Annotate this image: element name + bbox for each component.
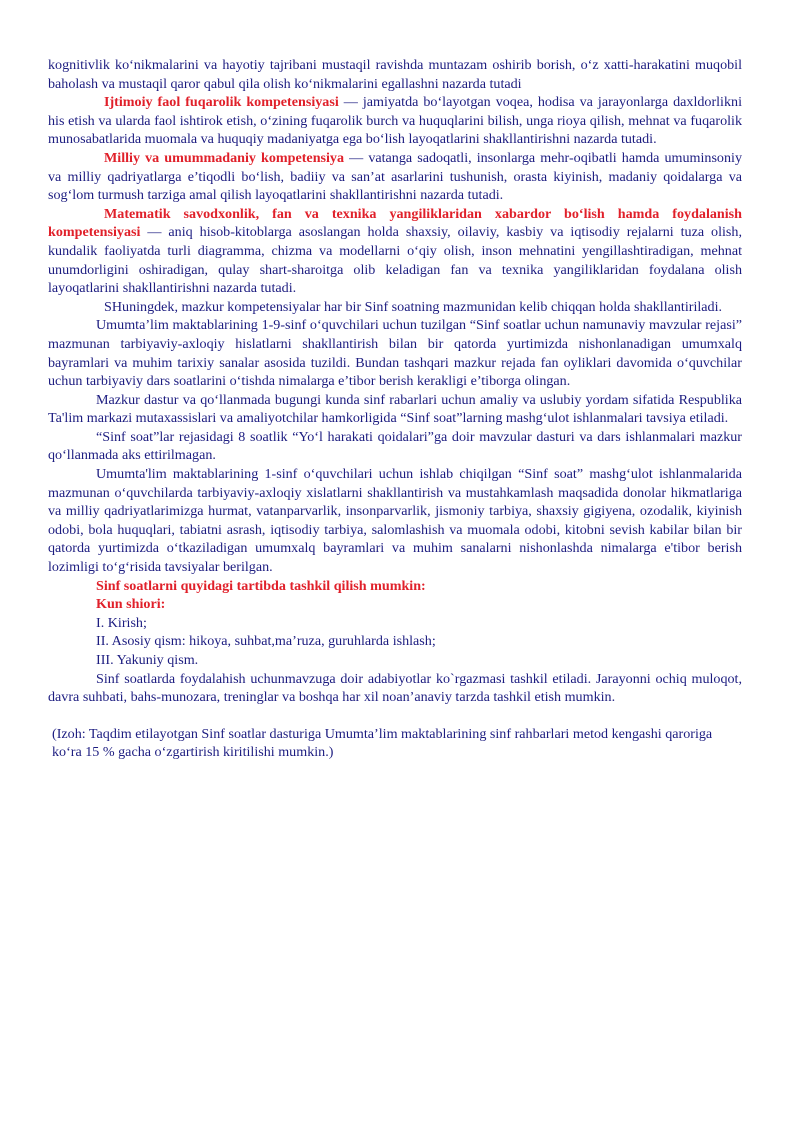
term-math-competence: Matematik savodxonlik, fan va texnika yangiliklaridan xabardor bo‘lish hamda foydalanish kompetensiyasi — [48, 205, 742, 241]
term-civic-competence: Ijtimoiy faol fuqarolik kompetensiyasi — [104, 94, 339, 111]
document-page — [48, 56, 742, 762]
term-cultural-competence: Milliy va umummadaniy kompetensiya — [104, 149, 345, 166]
paragraph-cultural-competence — [48, 149, 742, 205]
paragraph-plan: Umumta’lim maktablarining 1-9-sinf o‘quvchilari uchun tuzilgan “Sinf soatlar uchun namunaviy mavzular rejasi” mazmunan tarbiyaviy-axloqiy hislatlarni shakllantirish bilan bir qatorda yurtimizda nishonlanadigan umumxalq bayramlari va muhim tarixiy sanalar asosida tuzildi. Bundan tashqari mazkur rejada fan oyliklari davomida o‘quvchilar uchun tarbiyaviy dars soatlarini o‘tishda nimalarga e’tibor berish kerakligi e’tiborga olingan. — [48, 317, 742, 390]
text-civic-competence: — jamiyatda bo‘layotgan voqea, hodisa va jarayonlarga daxldorlikni his etish va ularda faol ishtirok etish, o‘zining fuqarolik burch va huquqlarini bilish, unga rioya qilish, mehnat va fuqarolik munosabatlarida muomala va huquqiy madaniyatga ega bo‘lish layoqatlarini shakllantirishni nazarda tutadi. — [48, 94, 742, 148]
spacer — [48, 707, 742, 725]
list-item: II. Asosiy qism: hikoya, suhbat,ma’ruza, guruhlarda ishlash; — [96, 633, 436, 650]
structure-list — [48, 614, 742, 670]
note-paragraph: (Izoh: Taqdim etilayotgan Sinf soatlar dasturiga Umumta’lim maktablarining sinf rahbarlari metod kengashi qaroriga ko‘ra 15 % gacha o‘zgartirish kiritilishi mumkin.) — [52, 725, 713, 761]
paragraph-literature: Sinf soatlarda foydalahish uchunmavzuga doir adabiyotlar ko`rgazmasi tashkil etiladi. Jarayonni ochiq muloqot, davra suhbati, bahs-munozara, treninglar va boshqa har xil noan’anaviy tarzda tashkil etish mumkin. — [48, 670, 742, 706]
list-item: III. Yakuniy qism. — [96, 652, 199, 668]
heading-motto: Kun shiori: — [96, 596, 166, 613]
paragraph-civic-competence — [48, 93, 742, 149]
list-item: I. Kirish; — [96, 614, 147, 631]
paragraph-also: SHuningdek, mazkur kompetensiyalar har bir Sinf soatning mazmunidan kelib chiqqan holda shakllantiriladi. — [104, 298, 723, 315]
heading-organization: Sinf soatlarni quyidagi tartibda tashkil qilish mumkin: — [96, 577, 426, 594]
paragraph-first-grade: Umumta'lim maktablarining 1-sinf o‘quvchilari uchun ishlab chiqilgan “Sinf soat” mashg‘ulot ishlanmalarida mazmunan o‘quvchilarda tarbiyaviy-axloqiy xislatlarni shakllantirish va mustahkamlash maqsadida donolar hikmatlariga va milliy qadriyatlarimizga hurmat, vatanparvarlik, insonparvarlik, jismoniy tarbiya, shaxsiy gigiyena, ozodalik, kiyinish odobi, bola huquqlari, tabiatni asrash, iqtisodiy tarbiya, salomlashish va muomala odobi, kitobni sevish kabilar bilan bir qatorda yurtimizda o‘tkaziladigan umumxalq bayramlari va muhim sanalarni nishonlashda nimalarga e'tibor berish lozimligi to‘g‘risida tavsiyalar berilgan. — [48, 466, 742, 576]
paragraph-manual: Mazkur dastur va qo‘llanmada bugungi kunda sinf rabarlari uchun amaliy va uslubiy yordam sifatida Respublika Ta'lim markazi mutaxassislari va amaliyotchilar hamkorligida “Sinf soat”larning mashg‘ulot ishlanmalari tavsiya etiladi. — [48, 391, 742, 427]
paragraph-traffic-rules: “Sinf soat”lar rejasidagi 8 soatlik “Yo‘l harakati qoidalari”ga doir mavzular dasturi va dars ishlanmalari mazkur qo‘llanmada aks ettirilmagan. — [48, 428, 742, 464]
text-cultural-competence: — vatanga sadoqatli, insonlarga mehr-oqibatli hamda umuminsoniy va milliy qadriyatlarga e’tiqodli bo‘lish, badiiy va san’at asarlarini tushunish, orasta kiyinish, madaniy qoidalarga va sog‘lom turmush tarziga amal qilish layoqatlarini shakllantirishni nazarda tutadi. — [48, 149, 742, 204]
paragraph-intro-continuation: kognitivlik ko‘nikmalarini va hayotiy tajribani mustaqil ravishda muntazam oshirib borish, o‘z xatti-harakatini muqobil baholash va mustaqil qaror qabul qila olish ko‘nikmalarini egallashni nazarda tutadi — [48, 57, 742, 92]
text-math-competence: — aniq hisob-kitoblarga asoslangan holda shaxsiy, oilaviy, kasbiy va iqtisodiy rejalarni tuza olish, kundalik faoliyatda turli diagramma, chizma va modellarni o‘qiy olish, inson mehnatini yengillashtiradigan, mehnat unumdorligini oshiradigan, qulay shart-sharoitga olib keladigan fan va texnika yangiliklaridan foydalana olish layoqatlarini shakllantirishni nazarda tutadi. — [48, 224, 742, 297]
paragraph-math-competence — [48, 205, 742, 298]
